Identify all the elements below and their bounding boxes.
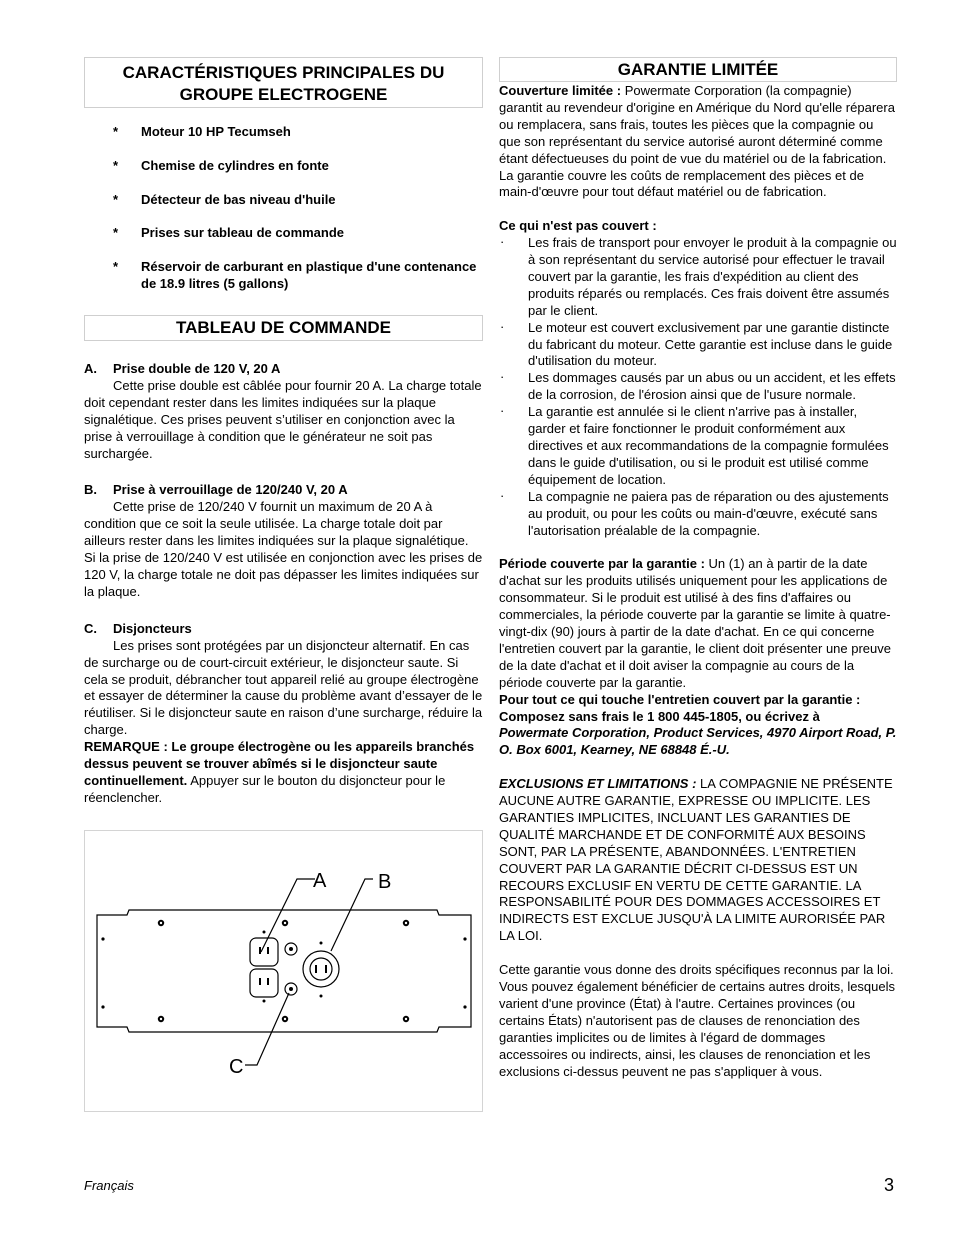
warranty-heading: GARANTIE LIMITÉE xyxy=(499,57,897,82)
leader-c xyxy=(245,993,289,1065)
page-number: 3 xyxy=(884,1175,895,1195)
locking-outlet xyxy=(303,951,339,987)
exclusions-paragraph: EXCLUSIONS ET LIMITATIONS : LA COMPAGNIE NE PRÉSENTE AUCUNE AUTRE GARANTIE, EXPRESSE OU IMPLICITE. LES GARANTIES IMPLICITES, INCLUANT LES GARANTIES DE QUALITÉ MARCHANDE ET DE CONFORMITÉ AUX BESOINS SONT, PAR LA PRÉSENTE, ABANDONNÉES. L'ENTRETIEN COUVERT PAR LA GARANTIE DÉCRIT CI-DESSUS EST UN RECOURS EXCLUSIF EN VERTU DE CETTE GARANTIE. LA RESPONSABILITÉ POUR DES DOMMAGES ACCESSOIRES ET INDIRECTS EST EXCLUE JUSQU'À LA LIMITE AURORISÉE PAR LA LOI. xyxy=(499,776,893,944)
panel-heading: TABLEAU DE COMMANDE xyxy=(84,315,483,341)
list-item: · Les dommages causés par un abus ou un accident, et les effets de la corrosion, de l'érosion ainsi que de l'usure normale. xyxy=(500,369,896,403)
right-column xyxy=(499,57,897,1080)
list-item: * Moteur 10 HP Tecumseh xyxy=(113,124,291,139)
period-paragraph: Période couverte par la garantie : Un (1) an à partir de la date d'achat sur les produits utilisés uniquement pour les applications de consommateur. Si le produit est utilisé à des fins d'affaires ou commerciales, la période couverte par la garantie se limite à quatre-vingt-dix (90) jours à partir de la date d'achat. En ce qui concerne l'entretien couvert par la garantie, le client doit présenter une preuve de la date d'achat et il doit aviser la compagnie au cours de la période couverte par la garantie. xyxy=(499,556,891,690)
section-b-text: Cette prise de 120/240 V fournit un maximum de 20 A à condition que ce soit la seule utilisée. La charge totale doit par ailleurs rester dans les limites indiquées sur la plaque signalétique. Si la prise de 120/240 V est utilisée en conjonction avec les prises de 120 V, la charge totale ne doit pas dépasser les limites indiquées sur la plaque. xyxy=(84,499,483,599)
list-item: * Prises sur tableau de commande xyxy=(113,225,345,241)
features-heading: CARACTÉRISTIQUES PRINCIPALES DU GROUPE ELECTROGENE xyxy=(84,57,483,108)
section-c-text: Les prises sont protégées par un disjoncteur alternatif. En cas de surcharge ou de court-circuit extérieur, le disjoncteur saute. Si cela se produit, débrancher tout appareil relié au groupe électrogène et essayer de déterminer la cause du problème avant d’essayer de le réutiliser. Si le disjoncteur saute en raison d’une surcharge, réduire la charge. xyxy=(84,637,483,738)
section-c: C. Disjoncteurs Les prises sont protégées par un disjoncteur alternatif. En cas de surcharge ou de court-circuit extérieur, le disjoncteur saute. Si cela se produit, débrancher tout appareil relié au groupe électrogène et essayer de déterminer la cause du problème avant d’essayer de le réutiliser. Si le disjoncteur saute en raison d’une surcharge, réduire la charge. REMARQUE : Le groupe électrogène ou les appareils branchés dessus peuvent se trouver abîmés si le disjoncteur saute continuellement. Appuyer sur le bouton du disjoncteur pour le réenclencher. xyxy=(84,620,483,805)
leader-a xyxy=(261,879,315,952)
features-list xyxy=(84,124,483,293)
control-panel-figure xyxy=(84,830,483,1112)
list-item: · Le moteur est couvert exclusivement par une garantie distincte du fabricant du moteur. Cette garantie est incluse dans le guide d'utilisation du moteur. xyxy=(500,318,893,369)
leader-b xyxy=(331,879,373,951)
footer-language: Français xyxy=(84,1178,134,1193)
duplex-outlet-bottom xyxy=(250,969,278,997)
service-paragraph: Pour tout ce qui touche l'entretien couvert par la garantie : Composez sans frais le 1 800 445-1805, ou écrivez à Powermate Corporation, Product Services, 4970 Airport Road, P. O. Box 6001, Kearney, NE 68848 É.-U. xyxy=(499,691,897,758)
left-column xyxy=(84,57,483,807)
not-covered-heading: Ce qui n'est pas couvert : xyxy=(499,218,657,234)
list-item: · La garantie est annulée si le client n'arrive pas à installer, garder et faire fonctionner le produit conformément aux directives et aux recommandations de la compagnie formulées dans le guide d'utilisation, ou si le produit est utilisé comme équipement de location. xyxy=(500,403,889,487)
control-panel-diagram xyxy=(85,831,482,1111)
panel-outline xyxy=(97,910,471,1032)
list-item: * Chemise de cylindres en fonte xyxy=(113,157,329,173)
label-b: B xyxy=(378,871,392,893)
coverage-paragraph: Couverture limitée : Powermate Corporation (la compagnie) garantit au revendeur d'origine en Amérique du Nord qu'elle réparera ou remplacera, sans frais, toutes les pièces que la compagnie ou que son représentant du service autorisé auront déterminé comme étant défectueuses du point de vue du matériel ou de la fabrication. La garantie couvre les coûts de remplacement des pièces et de main-d'œuvre pour tout défaut matériel ou de fabrication. xyxy=(499,83,895,200)
list-item: · Les frais de transport pour envoyer le produit à la compagnie ou à son représentant du service autorisé pour effectuer le travail couvert par la garantie, les frais d'expédition au client des produits réparés ou remplacés. Ces frais doivent être assumés par le client. xyxy=(500,234,897,318)
rights-paragraph: Cette garantie vous donne des droits spécifiques reconnus par la loi. Vous pouvez également bénéficier de certains autres droits, lesquels varient d'une province (État) à l'autre. Certaines provinces (ou certains États) n'autorisent pas de clauses de renonciation des garanties implicites ou de limites à l'égard de dommages accessoires ou indirects, ainsi, les clauses de renonciation et les exclusions ci-dessus peuvent ne pas s'appliquer à vous. xyxy=(499,962,896,1079)
list-item: * Réservoir de carburant en plastique d'une contenance de 18.9 litres (5 gallons) xyxy=(113,259,477,292)
label-a: A xyxy=(313,870,327,892)
not-covered-list xyxy=(499,235,897,539)
list-item: * Détecteur de bas niveau d'huile xyxy=(113,191,336,207)
duplex-outlet-top xyxy=(250,938,278,966)
section-a: A. Prise double de 120 V, 20 A Cette prise double est câblée pour fournir 20 A. La charge totale doit cependant rester dans les limites indiquées sur la plaque signalétique. Ces prises peuvent s’utiliser en conjonction avec la prise à verrouillage à condition que le générateur ne soit pas surchargée. xyxy=(84,361,482,461)
list-item: · La compagnie ne paiera pas de réparation ou des ajustements au produit, ou pour les coûts ou main-d'œuvre, exécuté sans l'autorisation préalable de la compagnie. xyxy=(500,487,889,538)
section-a-text: Cette prise double est câblée pour fournir 20 A. La charge totale doit cependant rester dans les limites indiquées sur la plaque signalétique. Ces prises peuvent s’utiliser en conjonction avec la prise à verrouillage à condition que le générateur ne soit pas surchargée. xyxy=(84,377,482,461)
label-c: C xyxy=(229,1056,244,1078)
section-b: B. Prise à verrouillage de 120/240 V, 20 A Cette prise de 120/240 V fournit un maximum de 20 A à condition que ce soit la seule utilisée. La charge totale doit par ailleurs rester dans les limites indiquées sur la plaque signalétique. Si la prise de 120/240 V est utilisée en conjonction avec les prises de 120 V, la charge totale ne doit pas dépasser les limites indiquées sur la plaque. xyxy=(84,482,483,599)
remark: REMARQUE : Le groupe électrogène ou les appareils branchés dessus peuvent se trouver abîmés si le disjoncteur saute continuellement. Appuyer sur le bouton du disjoncteur pour le réenclencher. xyxy=(84,739,475,805)
